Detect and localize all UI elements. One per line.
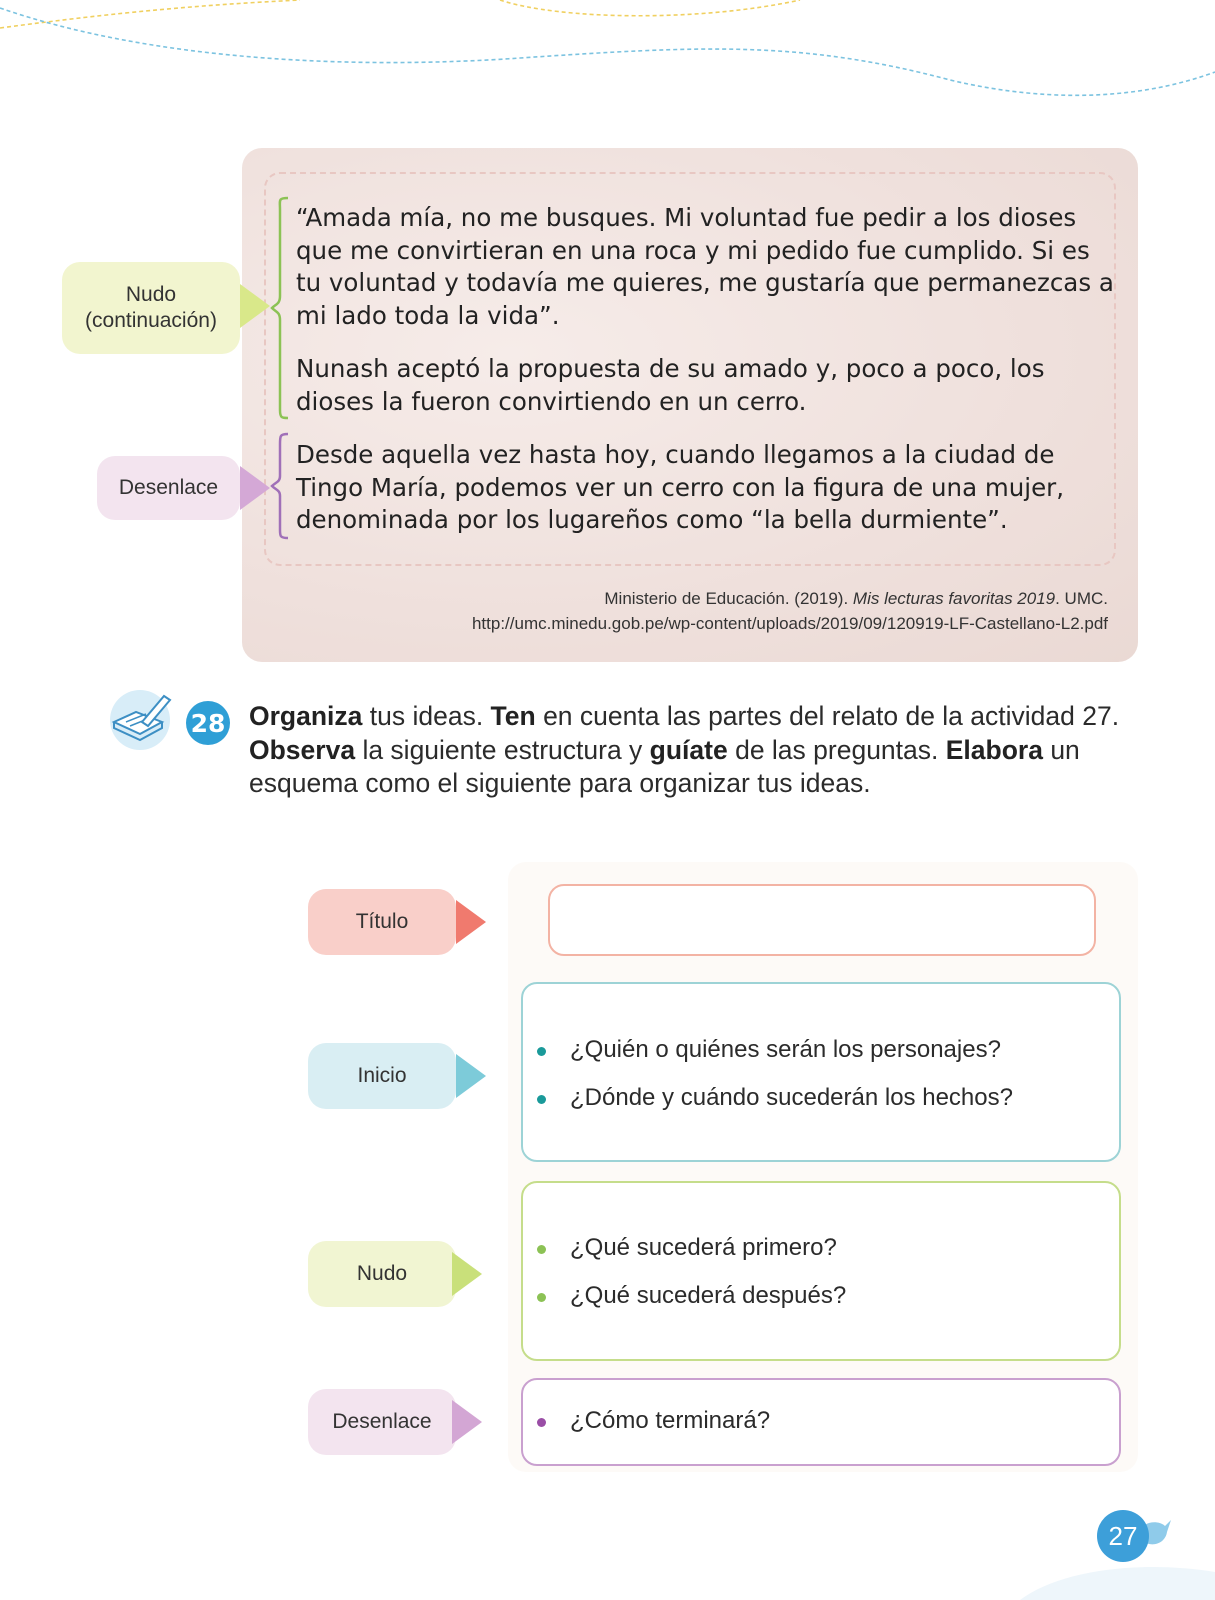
nudo-brace — [268, 196, 296, 426]
nudo-question-2: ¿Qué sucederá después? — [570, 1282, 847, 1309]
instr-text-2: en cuenta las partes del relato de la actividad 27. — [535, 701, 1120, 731]
scheme-label-desenlace: Desenlace — [308, 1389, 456, 1455]
scheme-label-inicio: Inicio — [308, 1043, 456, 1109]
activity-number: 28 — [186, 701, 230, 745]
story-paragraph-3: Desde aquella vez hasta hoy, cuando llegamos a la ciudad de Tingo María, podemos ver un cerro con la figura de una mujer, denominada por los lugareños como “la bella durmiente”. — [296, 440, 1065, 534]
instr-text-4: de las preguntas. — [727, 734, 946, 765]
bullet-dot — [537, 1245, 546, 1254]
decorative-wave-lines — [0, 0, 1215, 130]
label-desenlace: Desenlace — [97, 456, 240, 520]
titulo-input-box[interactable] — [548, 884, 1096, 956]
citation-suffix: . UMC. — [1055, 589, 1108, 608]
desenlace-question-1: ¿Cómo terminará? — [570, 1407, 771, 1434]
instr-organiza: Organiza — [249, 701, 363, 731]
arrow-nudo-scheme — [452, 1252, 482, 1296]
label-nudo-line2: (continuación) — [85, 309, 217, 332]
page-number: 27 — [1097, 1510, 1149, 1562]
citation-prefix: Ministerio de Educación. (2019). — [604, 589, 853, 608]
footer-decoration — [1020, 1560, 1215, 1600]
bullet-dot — [537, 1418, 546, 1427]
arrow-inicio — [456, 1054, 486, 1098]
nudo-box[interactable] — [521, 1181, 1121, 1361]
writing-notebook-icon — [106, 688, 172, 750]
story-paragraph-1: “Amada mía, no me busques. Mi voluntad fue pedir a los dioses que me convirtieran en una roca y mi pedido fue cumplido. Si es tu voluntad y todavía me quieres, me gustaría que permanezcas a mi lado toda la vida”. — [296, 203, 1114, 330]
inicio-question-1: ¿Quién o quiénes serán los personajes? — [570, 1036, 1001, 1063]
bullet-dot — [537, 1095, 546, 1104]
scheme-label-titulo: Título — [308, 889, 456, 955]
instr-text-5: un esquema como el siguiente para organizar tus ideas. — [249, 734, 1080, 798]
bullet-dot — [537, 1047, 546, 1056]
arrow-desenlace — [240, 466, 270, 510]
arrow-titulo — [456, 900, 486, 944]
arrow-nudo — [240, 284, 270, 328]
citation — [348, 586, 1108, 636]
instr-guiate: guíate — [649, 734, 728, 765]
citation-line-1 — [348, 586, 1108, 611]
label-nudo-continuacion — [62, 262, 240, 354]
desenlace-brace — [268, 432, 296, 542]
instr-observa: Observa — [249, 734, 356, 765]
citation-url[interactable]: http://umc.minedu.gob.pe/wp-content/uploads/2019/09/120919-LF-Castellano-L2.pdf — [471, 614, 1108, 633]
citation-title: Mis lecturas favoritas 2019 — [852, 589, 1056, 608]
instr-text-3: la siguiente estructura y — [355, 734, 650, 765]
activity-instructions — [249, 700, 1149, 801]
bullet-dot — [537, 1293, 546, 1302]
inicio-box[interactable] — [521, 982, 1121, 1162]
inicio-question-2: ¿Dónde y cuándo sucederán los hechos? — [570, 1084, 1013, 1111]
label-nudo-line1: Nudo — [125, 283, 177, 306]
instr-elabora: Elabora — [945, 734, 1043, 765]
scheme-label-nudo: Nudo — [308, 1241, 456, 1307]
nudo-question-1: ¿Qué sucederá primero? — [570, 1234, 837, 1261]
arrow-desenlace-scheme — [452, 1400, 482, 1444]
story-paragraph-2: Nunash aceptó la propuesta de su amado y, poco a poco, los dioses la fueron convirtiendo en un cerro. — [296, 354, 1045, 416]
instr-ten: Ten — [490, 701, 536, 731]
instr-text-1: tus ideas. — [362, 701, 491, 731]
